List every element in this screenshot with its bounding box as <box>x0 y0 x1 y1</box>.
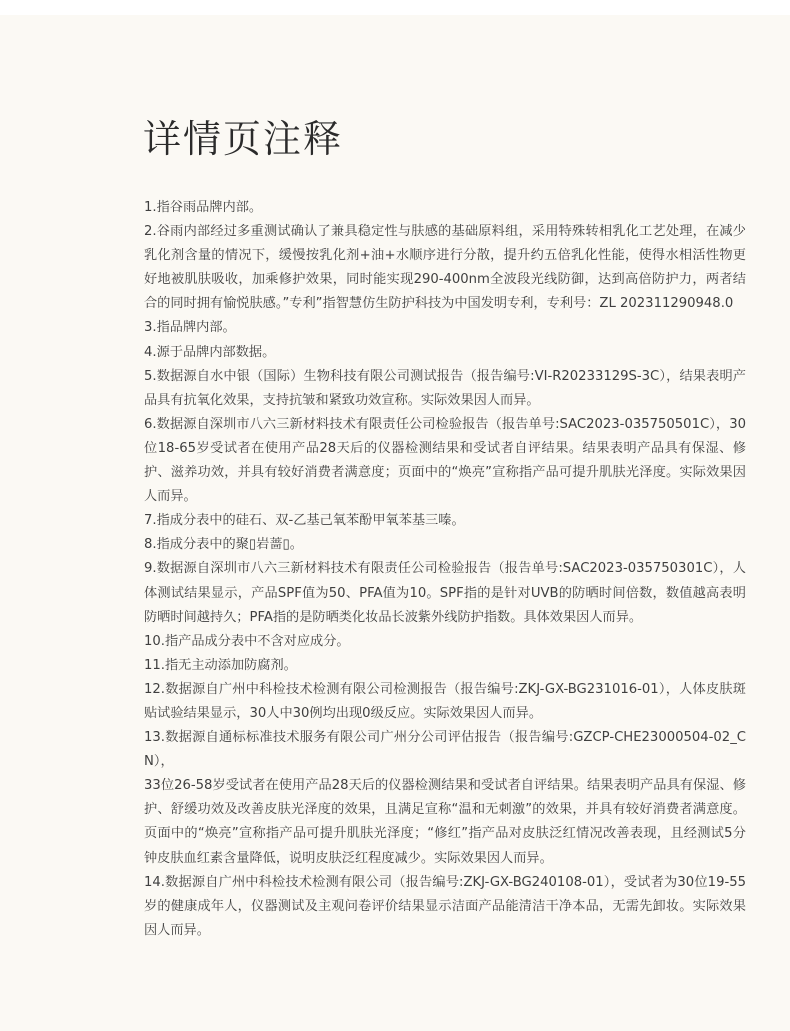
footnote-list <box>144 196 746 943</box>
footnote-item: 1.指谷雨品牌内部。 <box>144 200 263 215</box>
footnote-item: 11.指无主动添加防腐剂。 <box>144 657 297 673</box>
footnote-item: 4.源于品牌内部数据。 <box>144 344 276 360</box>
footnote-item: 9.数据源自深圳市八六三新材料技术有限责任公司检验报告（报告单号:SAC2023-035750301C），人体测试结果显示，产品SPF值为50、PFA值为10。SPF指的是针对UVB的防晒时间倍数，数值越高表明防晒时间越持久；PFA指的是防晒类化妆品长波紫外线防护指数。具体效果因人而异。 <box>144 561 746 625</box>
footnote-item: 5.数据源自水中银（国际）生物科技有限公司测试报告（报告编号:VI-R20233129S-3C），结果表明产品具有抗氧化效果，支持抗皱和紧致功效宣称。实际效果因人而异。 <box>144 368 746 408</box>
footnote-item: 13.数据源自通标标准技术服务有限公司广州分公司评估报告（报告编号:GZCP-CHE23000504-02_CN）， 33位26-58岁受试者在使用产品28天后的仪器检测结果和受试者自评结果。结果表明产品具有保湿、修护、舒缓功效及改善皮肤光泽度的效果，且满足宣称“温和无刺激”的效果，并具有较好消费者满意度。页面中的“焕亮”宣称指产品可提升肌肤光泽度；“修红”指产品对皮肤泛红情况改善表现，且经测试5分钟皮肤血红素含量降低，说明皮肤泛红程度减少。实际效果因人而异。 <box>144 730 746 866</box>
footnote-item: 7.指成分表中的硅石、双-乙基己氧苯酚甲氧苯基三嗪。 <box>144 513 465 529</box>
footnote-item: 2.谷雨内部经过多重测试确认了兼具稳定性与肤感的基础原料组，采用特殊转相乳化工艺处理，在减少乳化剂含量的情况下，缓慢按乳化剂+油+水顺序进行分散，提升约五倍乳化性能，使得水相活性物更好地被肌肤吸收，加乘修护效果，同时能实现290-400nm全波段光线防御，达到高倍防护力，两者结合的同时拥有愉悦肤感。”专利”指智慧仿生防护科技为中国发明专利，专利号：ZL 202311290948.0 <box>144 224 746 312</box>
footnote-item: 12.数据源自广州中科检技术检测有限公司检测报告（报告编号:ZKJ-GX-BG231016-01），人体皮肤斑贴试验结果显示，30人中30例均出现0级反应。实际效果因人而异。 <box>144 681 746 721</box>
footnote-item: 3.指品牌内部。 <box>144 320 236 336</box>
page-title: 详情页注释 <box>143 117 344 161</box>
footnote-item: 6.数据源自深圳市八六三新材料技术有限责任公司检验报告（报告单号:SAC2023-035750501C），30位18-65岁受试者在使用产品28天后的仪器检测结果和受试者自评结果。结果表明产品具有保湿、修护、滋养功效，并具有较好消费者满意度；页面中的“焕亮”宣称指产品可提升肌肤光泽度。实际效果因人而异。 <box>144 416 746 505</box>
document-page <box>0 15 790 1031</box>
footnote-item: 14.数据源自广州中科检技术检测有限公司（报告编号:ZKJ-GX-BG240108-01），受试者为30位19-55岁的健康成年人，仪器测试及主观问卷评价结果显示洁面产品能清洁干净本品，无需先卸妆。实际效果因人而异。 <box>144 874 746 938</box>
footnote-item: 10.指产品成分表中不含对应成分。 <box>144 633 350 649</box>
footnote-item: 8.指成分表中的聚▯岩蔷▯。 <box>144 537 303 553</box>
